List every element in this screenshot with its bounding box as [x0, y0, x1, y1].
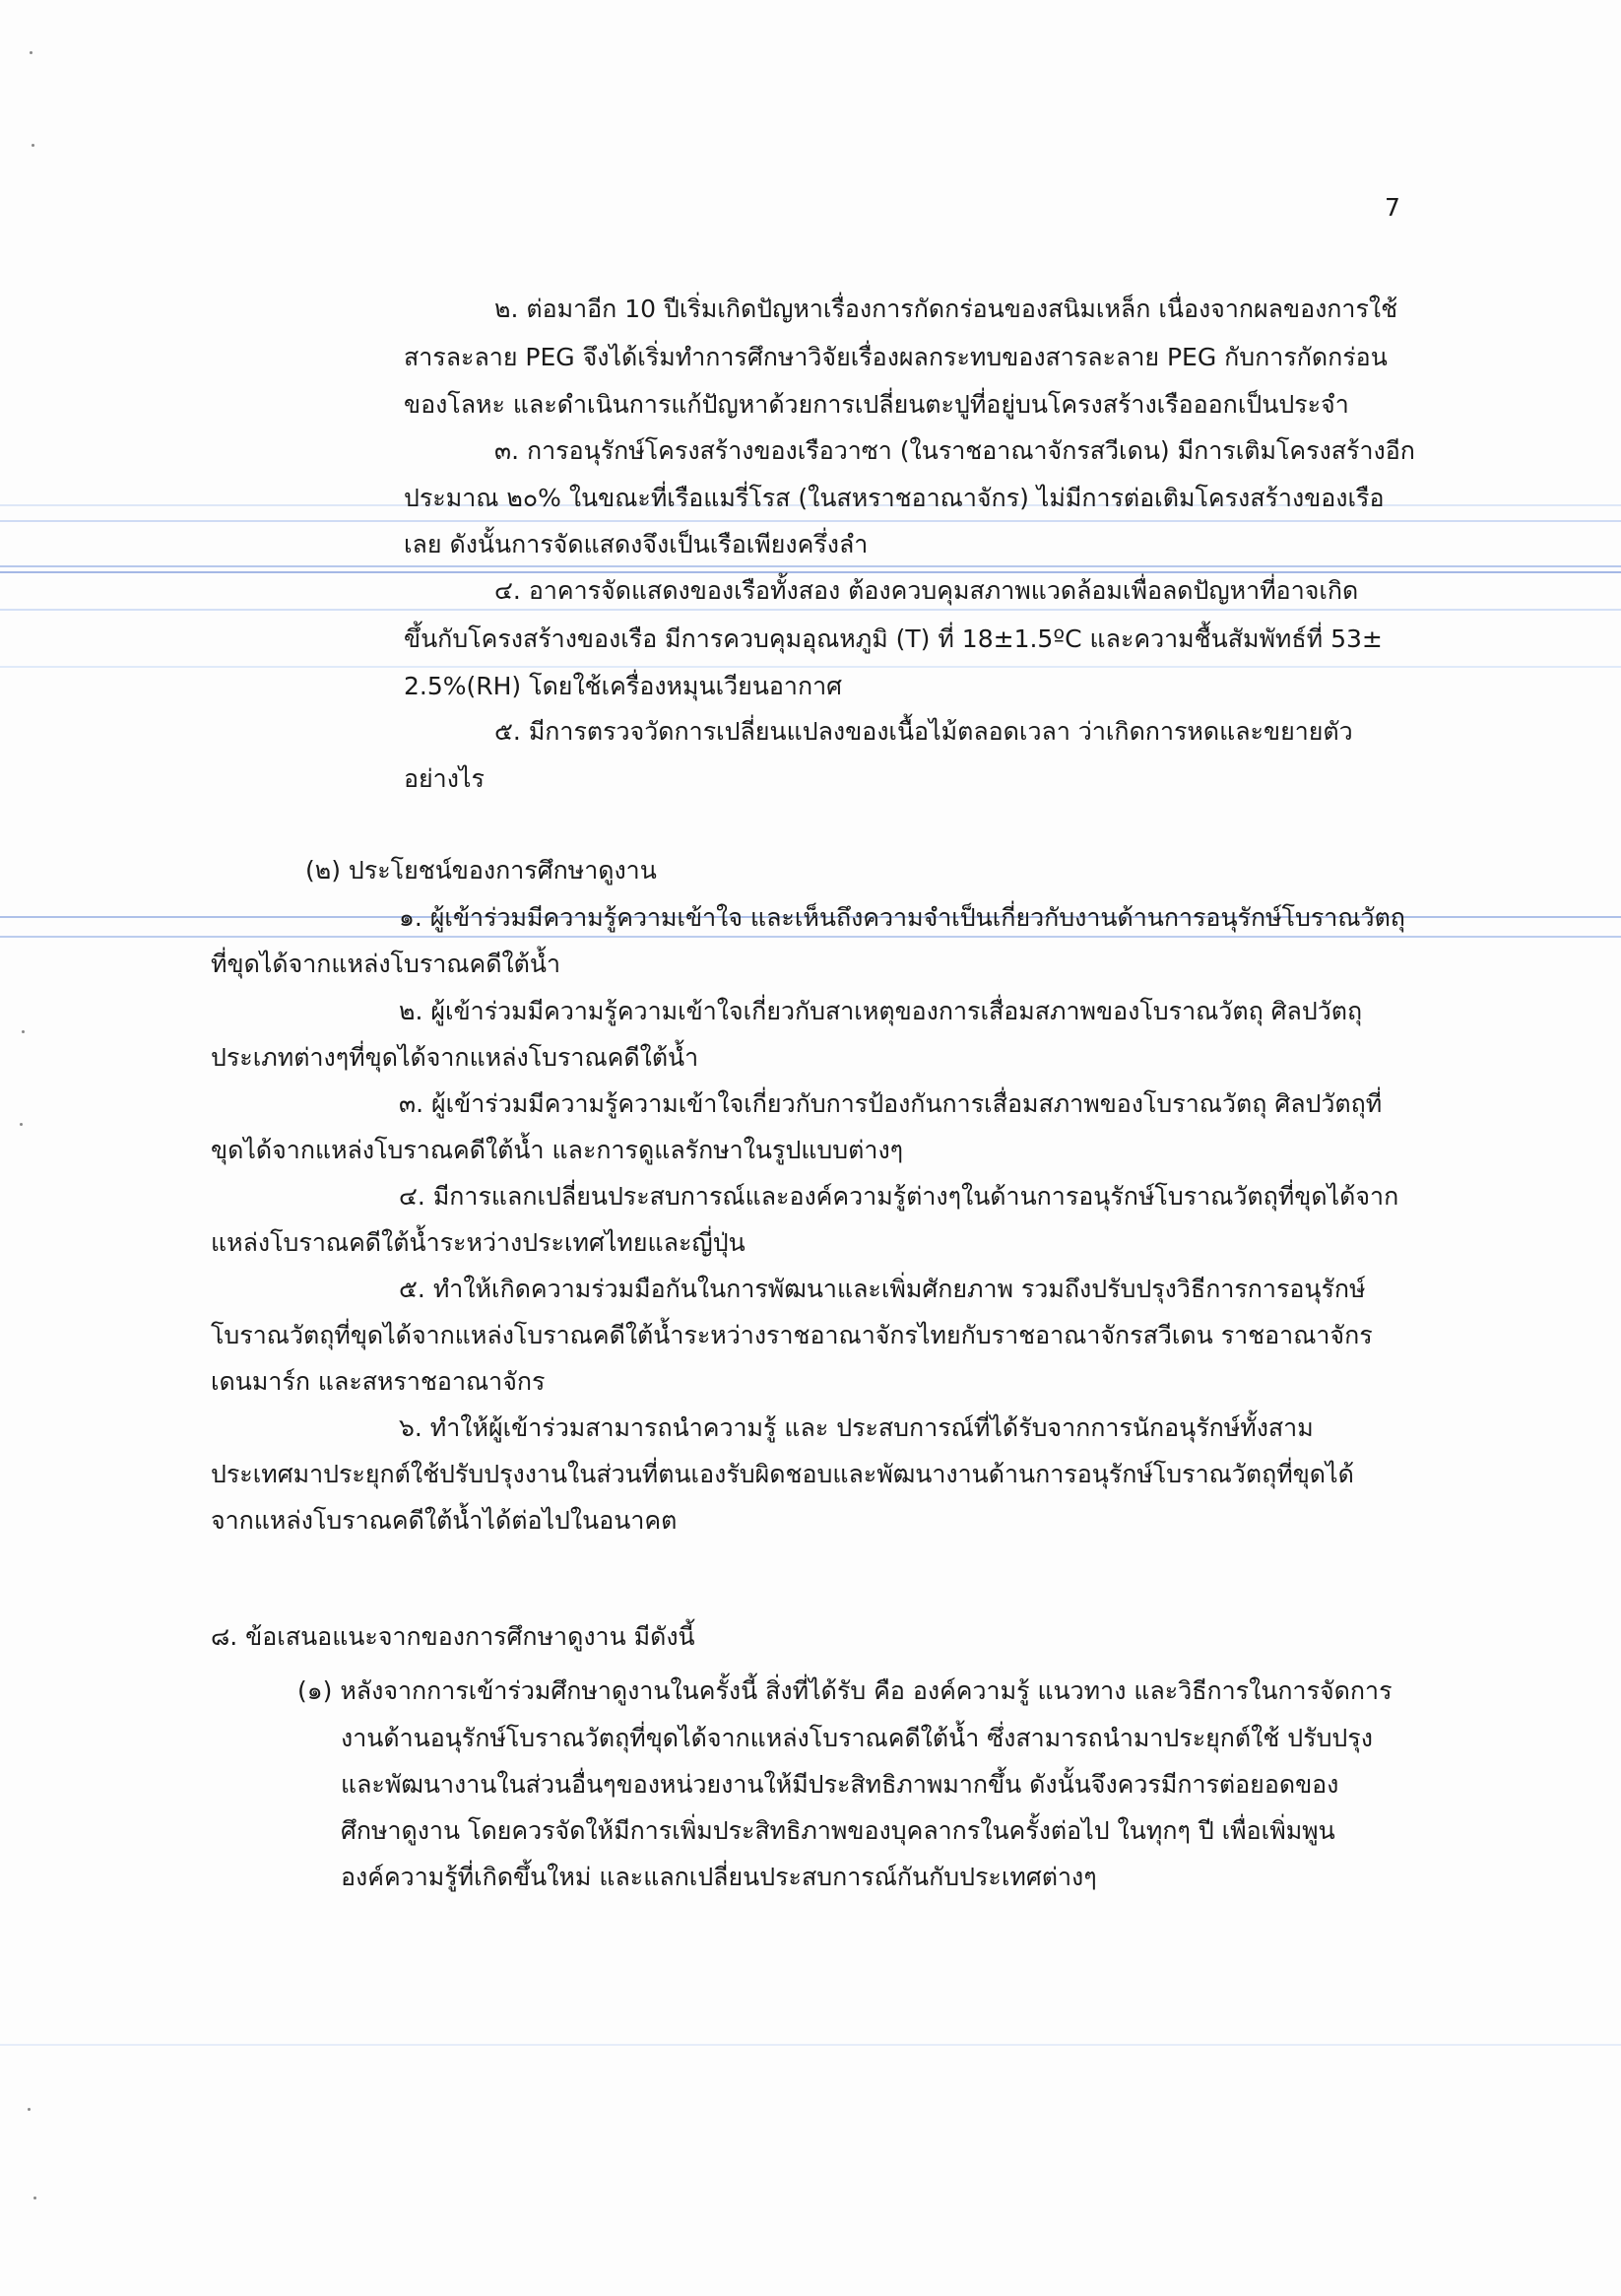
paragraph-line: อย่างไร	[404, 764, 485, 793]
paragraph-line: ประเภทต่างๆที่ขุดได้จากแหล่งโบราณคดีใต้น้ำ	[211, 1043, 699, 1072]
paragraph-line: และพัฒนางานในส่วนอื่นๆของหน่วยงานให้มีประสิทธิภาพมากขึ้น ดังนั้นจึงควรมีการต่อยอดของ	[341, 1770, 1339, 1799]
paragraph-line: ๓. การอนุรักษ์โครงสร้างของเรือวาซา (ในราชอาณาจักรสวีเดน) มีการเติมโครงสร้างอีก	[494, 436, 1415, 465]
scan-speck	[32, 144, 34, 147]
paragraph-line: ศึกษาดูงาน โดยควรจัดให้มีการเพิ่มประสิทธิภาพของบุคลากรในครั้งต่อไป ในทุกๆ ปี เพื่อเพิ่มพูน	[341, 1816, 1335, 1845]
scan-artifact-line	[0, 520, 1621, 522]
scan-speck	[33, 2197, 36, 2199]
paragraph-line: ๔. อาคารจัดแสดงของเรือทั้งสอง ต้องควบคุมสภาพแวดล้อมเพื่อลดปัญหาที่อาจเกิด	[494, 576, 1359, 605]
paragraph-line: ประเทศมาประยุกต์ใช้ปรับปรุงงานในส่วนที่ตนเองรับผิดชอบและพัฒนางานด้านการอนุรักษ์โบราณวัตถุที่ขุดได้	[211, 1460, 1354, 1488]
scan-speck	[30, 51, 32, 54]
paragraph-line: แหล่งโบราณคดีใต้น้ำระหว่างประเทศไทยและญี่ปุ่น	[211, 1228, 746, 1257]
paragraph-line: งานด้านอนุรักษ์โบราณวัตถุที่ขุดได้จากแหล่งโบราณคดีใต้น้ำ ซึ่งสามารถนำมาประยุกต์ใช้ ปรับปรุง	[341, 1724, 1373, 1752]
paragraph-line: เลย ดังนั้นการจัดแสดงจึงเป็นเรือเพียงครึ่งลำ	[404, 530, 869, 558]
scan-artifact-line	[0, 565, 1621, 567]
paragraph-line: ๕. มีการตรวจวัดการเปลี่ยนแปลงของเนื้อไม้ตลอดเวลา ว่าเกิดการหดและขยายตัว	[494, 717, 1353, 746]
paragraph-line: จากแหล่งโบราณคดีใต้น้ำได้ต่อไปในอนาคต	[211, 1506, 678, 1535]
paragraph-line: ขึ้นกับโครงสร้างของเรือ มีการควบคุมอุณหภูมิ (T) ที่ 18±1.5ºC และความชื้นสัมพัทธ์ที่ 53±	[404, 624, 1383, 653]
paragraph-line: เดนมาร์ก และสหราชอาณาจักร	[211, 1367, 546, 1396]
paragraph-line: ๖. ทำให้ผู้เข้าร่วมสามารถนำความรู้ และ ประสบการณ์ที่ได้รับจากการนักอนุรักษ์ทั้งสาม	[399, 1413, 1314, 1442]
paragraph-line: 2.5%(RH) โดยใช้เครื่องหมุนเวียนอากาศ	[404, 672, 843, 700]
scan-speck	[22, 1030, 25, 1033]
paragraph-line: ของโลหะ และดำเนินการแก้ปัญหาด้วยการเปลี่ยนตะปูที่อยู่บนโครงสร้างเรือออกเป็นประจำ	[404, 390, 1349, 419]
paragraph-line: ๒. ต่อมาอีก 10 ปีเริ่มเกิดปัญหาเรื่องการกัดกร่อนของสนิมเหล็ก เนื่องจากผลของการใช้	[494, 295, 1398, 323]
section-heading: (๒) ประโยชน์ของการศึกษาดูงาน	[305, 856, 657, 885]
paragraph-line: ที่ขุดได้จากแหล่งโบราณคดีใต้น้ำ	[211, 950, 561, 978]
page-number: 7	[1385, 193, 1400, 222]
paragraph-line: ๒. ผู้เข้าร่วมมีความรู้ความเข้าใจเกี่ยวกับสาเหตุของการเสื่อมสภาพของโบราณวัตถุ ศิลปวัตถุ	[399, 997, 1363, 1025]
scan-artifact-line	[0, 2044, 1621, 2046]
paragraph-line: โบราณวัตถุที่ขุดได้จากแหล่งโบราณคดีใต้น้ำระหว่างราชอาณาจักรไทยกับราชอาณาจักรสวีเดน ราชอาณาจักร	[211, 1321, 1373, 1349]
scan-speck	[20, 1123, 23, 1126]
paragraph-line: สารละลาย PEG จึงได้เริ่มทำการศึกษาวิจัยเรื่องผลกระทบของสารละลาย PEG กับการกัดกร่อน	[404, 343, 1388, 371]
section-heading: ๘. ข้อเสนอแนะจากของการศึกษาดูงาน มีดังนี้	[211, 1622, 695, 1651]
scan-speck	[28, 2108, 31, 2111]
paragraph-line: องค์ความรู้ที่เกิดขึ้นใหม่ และแลกเปลี่ยนประสบการณ์กันกับประเทศต่างๆ	[341, 1863, 1097, 1891]
paragraph-line: ประมาณ ๒๐% ในขณะที่เรือแมรี่โรส (ในสหราชอาณาจักร) ไม่มีการต่อเติมโครงสร้างของเรือ	[404, 484, 1385, 512]
paragraph-line: ๔. มีการแลกเปลี่ยนประสบการณ์และองค์ความรู้ต่างๆในด้านการอนุรักษ์โบราณวัตถุที่ขุดได้จาก	[399, 1182, 1399, 1211]
paragraph-line: (๑) หลังจากการเข้าร่วมศึกษาดูงานในครั้งนี้ สิ่งที่ได้รับ คือ องค์ความรู้ แนวทาง และวิธีการในการจัดการ	[297, 1676, 1393, 1705]
paragraph-line: ขุดได้จากแหล่งโบราณคดีใต้น้ำ และการดูแลรักษาในรูปแบบต่างๆ	[211, 1136, 904, 1164]
paragraph-line: ๑. ผู้เข้าร่วมมีความรู้ความเข้าใจ และเห็นถึงความจำเป็นเกี่ยวกับงานด้านการอนุรักษ์โบราณวัตถุ	[399, 903, 1405, 932]
paragraph-line: ๓. ผู้เข้าร่วมมีความรู้ความเข้าใจเกี่ยวกับการป้องกันการเสื่อมสภาพของโบราณวัตถุ ศิลปวัตถุที่	[399, 1089, 1383, 1118]
paragraph-line: ๕. ทำให้เกิดความร่วมมือกันในการพัฒนาและเพิ่มศักยภาพ รวมถึงปรับปรุงวิธีการการอนุรักษ์	[399, 1275, 1366, 1303]
